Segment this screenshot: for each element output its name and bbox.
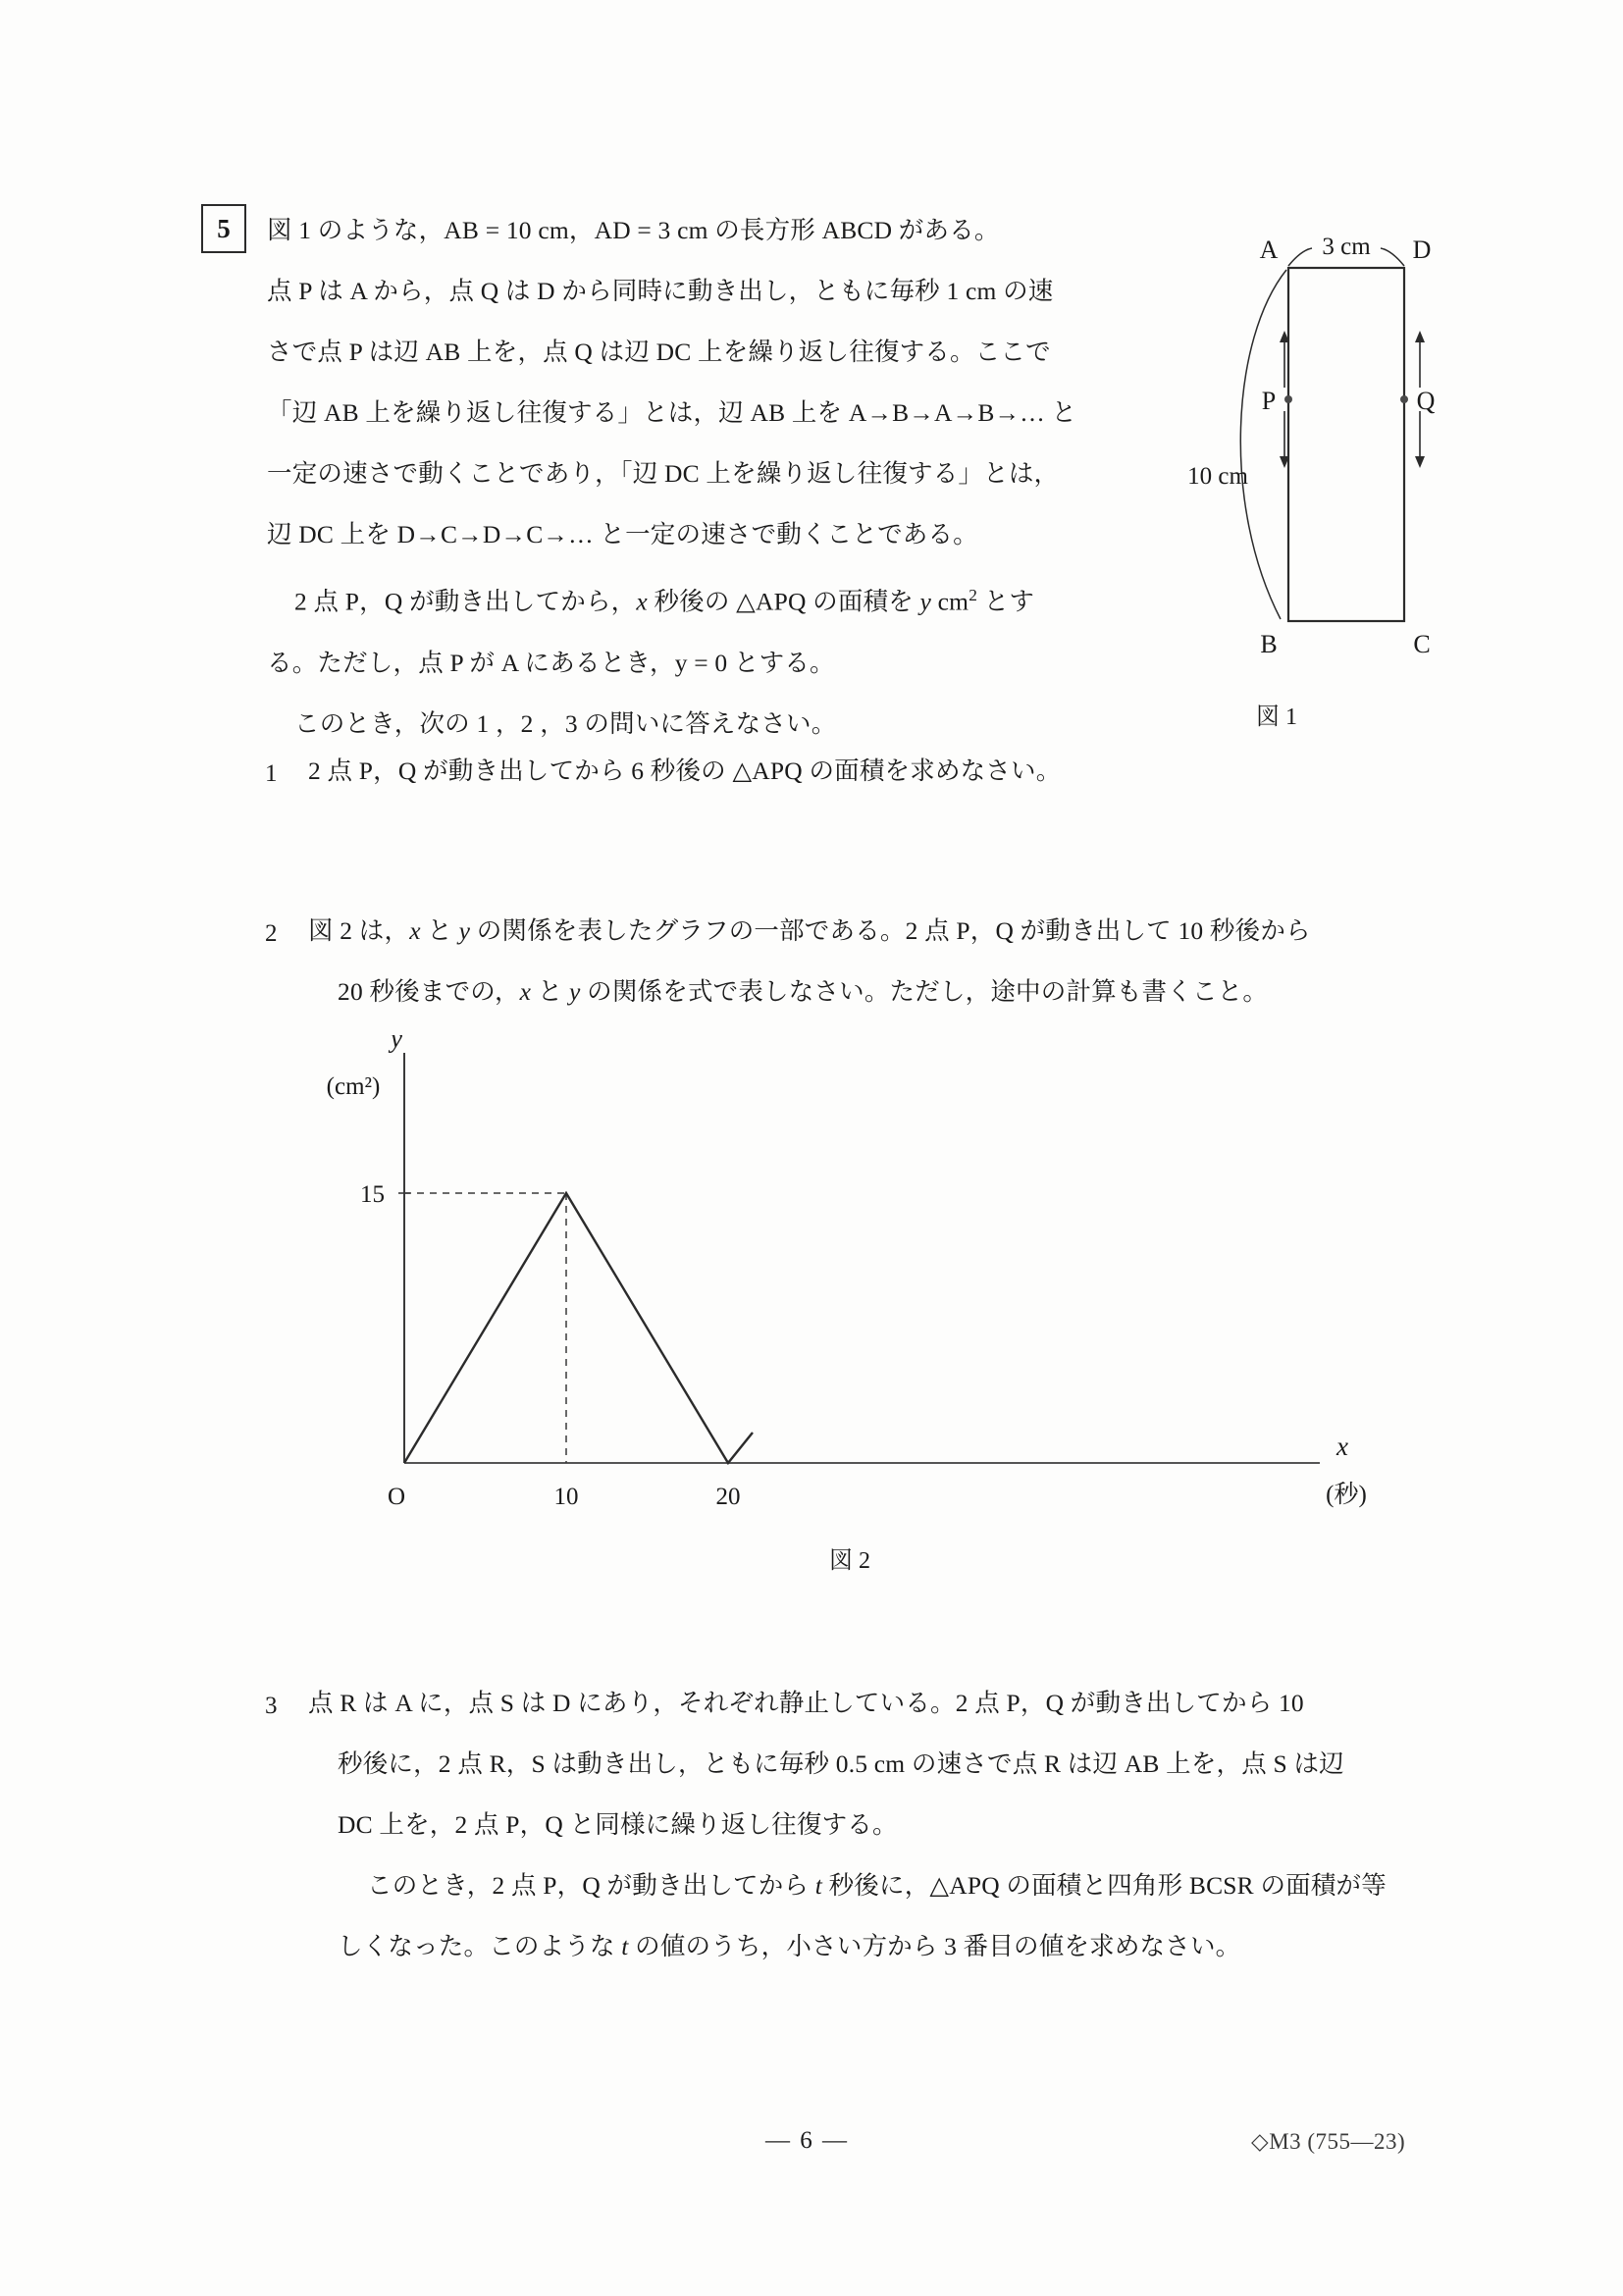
intro-line-4: 「辺 AB 上を繰り返し往復する」とは，辺 AB 上を A→B→A→B→… と [267,398,1077,427]
problem-number-box [201,204,246,253]
chart-xtick-10: 10 [553,1484,579,1510]
question-1-line-1: 2 点 P，Q が動き出してから 6 秒後の △APQ の面積を求めなさい。 [308,757,1062,785]
question-3-line-4 [308,1855,1387,1916]
question-3-line-5 [308,1916,1387,1977]
form-code: ◇M3 (755—23) [1251,2129,1406,2154]
q2-line1-c: の関係を表したグラフの一部である。2 点 P，Q が動き出して 10 秒後から [470,916,1311,945]
q2-line2-c: の関係を式で表しなさい。ただし，途中の計算も書くこと。 [580,977,1269,1006]
intro-line-7-part-a: 2 点 P，Q が動き出してから， [294,587,637,616]
question-2-line-2 [308,962,1311,1022]
problem-number-label: 5 [217,213,231,243]
q3-var-t-2: t [621,1932,629,1960]
intro-line-7 [267,565,1150,633]
page-number: — 6 — [765,2127,849,2154]
q3-line5-b: の値のうち，小さい方から 3 番目の値を求めなさい。 [628,1932,1241,1960]
question-3-line-2: 秒後に，2 点 R，S は動き出し，ともに毎秒 0.5 cm の速さで点 R は辺 AB 上を，点 S は辺 [338,1749,1344,1778]
intro-var-x: x [636,587,648,616]
figure-1-top-brace-left [1288,248,1312,266]
q2-var-y-1: y [458,916,471,945]
intro-sup-two: 2 [969,586,978,604]
question-3-line-1: 点 R は A に，点 S は D にあり，それぞれ静止している。2 点 P，Q が動き出してから 10 [308,1689,1304,1717]
question-1-body [308,741,1061,802]
q3-line4-a: このとき，2 点 P，Q が動き出してから [367,1871,815,1900]
q2-var-y-2: y [569,977,581,1006]
question-3-line-3: DC 上を，2 点 P，Q と同様に繰り返し往復する。 [338,1810,898,1839]
chart-origin-label: O [387,1484,406,1510]
q2-line1-a: 図 2 は， [308,916,410,945]
chart-y-axis-label: y [391,1035,402,1053]
figure-1-caption: 図 1 [1256,704,1297,730]
q3-line5-a: しくなった。このような [338,1932,622,1960]
figure-1-diagram [1163,221,1477,731]
q2-var-x-2: x [519,977,532,1006]
problem-intro-text [267,200,1150,755]
question-2-marker: 2 [265,920,278,947]
intro-line-1: 図 1 のような，AB = 10 cm，AD = 3 cm の長方形 ABCD がある。 [267,216,1000,244]
intro-line-3: さで点 P は辺 AB 上を，点 Q は辺 DC 上を繰り返し往復する。ここで [267,338,1051,366]
q2-line1-b: と [420,916,459,945]
chart-y-unit-label: (cm²) [326,1073,381,1100]
figure-2-caption: 図 2 [829,1548,870,1574]
figure-1-point-p [1284,395,1292,403]
figure-1-left-brace [1240,270,1286,619]
question-2-body [308,901,1311,1022]
chart-xtick-20: 20 [715,1484,741,1510]
question-3-body [308,1673,1387,1977]
q3-var-t-1: t [814,1871,823,1900]
figure-1-q-arrow-up-head [1415,331,1425,342]
intro-line-2: 点 P は A から，点 Q は D から同時に動き出し，ともに毎秒 1 cm の速 [267,277,1054,305]
rectangle-abcd [1288,268,1404,621]
q2-var-x-1: x [409,916,421,945]
question-2-line-1 [308,901,1311,962]
figure-1-label-c: C [1413,630,1431,658]
intro-line-7-part-c: cm [931,587,969,616]
question-1-marker: 1 [265,760,278,787]
figure-1-label-b: B [1260,630,1278,658]
figure-2-chart [294,1035,1393,1526]
q2-line2-b: と [531,977,570,1006]
chart-ytick-15: 15 [360,1181,385,1208]
chart-x-unit-label: (秒) [1326,1482,1367,1508]
intro-line-6: 辺 DC 上を D→C→D→C→… と一定の速さで動くことである。 [267,520,978,548]
question-3-marker: 3 [265,1693,278,1719]
figure-1-top-brace-right [1381,248,1404,266]
figure-2-svg [294,1035,1393,1526]
chart-data-line [404,1193,753,1463]
figure-1-label-p: P [1261,387,1277,415]
figure-1-width-label: 3 cm [1322,234,1371,260]
intro-line-9: このとき，次の 1 ，2 ，3 の問いに答えなさい。 [294,708,837,738]
q3-line4-b: 秒後に，△APQ の面積と四角形 BCSR の面積が等 [822,1871,1387,1900]
figure-1-label-a: A [1259,235,1279,264]
figure-1-label-q: Q [1416,387,1436,415]
intro-line-7-part-d: とす [977,587,1035,616]
q2-line2-a: 20 秒後までの， [338,977,520,1006]
intro-line-8: る。ただし，点 P が A にあるとき，y = 0 とする。 [267,648,835,677]
figure-1-q-arrow-down-head [1415,456,1425,468]
figure-1-point-q [1400,395,1408,403]
figure-1-height-label: 10 cm [1187,463,1248,490]
intro-line-5: 一定の速さで動くことであり，「辺 DC 上を繰り返し往復する」とは， [267,459,1060,488]
intro-line-7-part-b: 秒後の △APQ の面積を [647,587,920,616]
figure-1-label-d: D [1412,235,1432,264]
chart-x-axis-label: x [1336,1432,1348,1461]
intro-var-y: y [919,587,932,616]
figure-1-svg [1163,221,1477,731]
